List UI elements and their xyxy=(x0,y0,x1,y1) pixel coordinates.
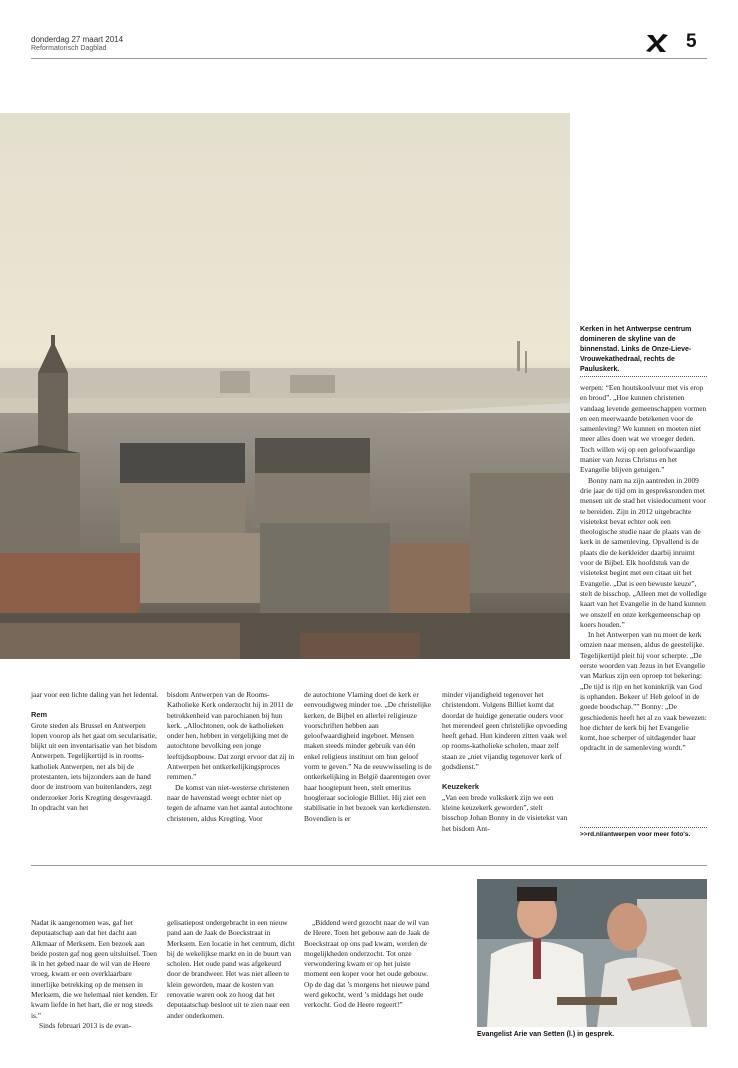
paragraph: Grote steden als Brussel en Antwerpen lopen voorop als het gaat om secularisatie, blijkt uit een inventarisatie van het bisdom Antwerpen. Tegelijkertijd is in rooms-katholiek Antwerpen, net als bij de protestanten, iets bijzonders aan de hand door de instroom van buitenlanders, zegt onderzoeker Joris Kregting desgevraagd. In opdracht van het xyxy=(31,720,158,812)
link-divider xyxy=(580,827,707,828)
paragraph: Nadat ik aangenomen was, gaf het deputaatschap aan dat het dacht aan Alkmaar of Merksem. Een bezoek aan beide posten gaf nog geen uitsluitsel. Toen ik in het gebed naar de wil van de Heere vroeg, kwam er een overklaarbare innerlijke betrekking op de mensen in Merksem, die we helemaal niet kenden. Er kwam liefde in het hart, die er nog steeds is.” xyxy=(31,918,158,1020)
lower-column-1 xyxy=(31,918,159,1031)
paragraph: gelisatiepost ondergebracht in een nieuw pand aan de Jaak de Boeckstraat in Merksem. Een locatie in het centrum, dicht bij de wekelijkse markt en in de buurt van scholen. Het oude pand was afgekeurd door de brandweer. Het was niet alleen te klein geworden, maar de kosten van renovatie waren ook zo hoog dat het deputaatschap besloot uit te zien naar een ander onderkomen. xyxy=(167,918,295,1020)
lower-column-2 xyxy=(167,918,295,1021)
right-col-paragraph: Bonny nam na zijn aantreden in 2009 drie jaar de tijd om in gespreksronden met mensen uit de stad het visiedocument voor te bereiden. Zijn in 2012 uitgebrachte visietekst bevat echter ook een theologische studie naar de plaats van de kerk in de samenleving. Opvallend is de plaats die de kerkleider daarbij inruimt voor de Bijbel. Elk hoofdstuk van de visietekst begint met een citaat uit het Evangelie. „Dat is een bewuste keuze”, stelt de bisschop. „Alleen met de volledige kaart van het Evangelie in de hand kunnen we onszelf en onze kerkgemeenschap op koers houden.” xyxy=(580,475,707,629)
antwerp-skyline-photo xyxy=(0,113,570,659)
paragraph: „Biddend werd gezocht naar de wil van de Heere. Toen het gebouw aan de Jaak de Boeckstraat op ons pad kwam, werden de mogelijkheden onderzocht. Tot onze verwondering kwam er op het juiste moment een koper voor het oude gebouw. Op de dag dat ’s morgens het nieuwe pand werd gekocht, werd ’s middags het oude verkocht. God de Heere regeert!” xyxy=(304,918,430,1010)
subheading-rem: Rem xyxy=(31,710,48,720)
upper-column-4 xyxy=(442,690,570,834)
evangelist-conversation-photo xyxy=(477,879,707,1027)
page-number: 5 xyxy=(686,31,697,52)
right-column xyxy=(580,383,707,754)
paragraph: De komst van niet-westerse christenen naar de havenstad weegt echter niet op tegen de afname van het aantal autochtone christenen, aldus Kregting. Voor xyxy=(167,782,293,823)
paragraph: „Van een brede volkskerk zijn we een kleine keuzekerk geworden”, stelt bisschop Johan Bonny in de visietekst van het bisdom Ant- xyxy=(442,792,568,833)
photo-caption-small: Evangelist Arie van Setten (l.) in gesprek. xyxy=(477,1031,615,1038)
photo-caption: Kerken in het Antwerpse centrum domineren de skyline van de binnenstad. Links de Onze-Lieve-Vrouwekathedraal, rechts de Pauluskerk. xyxy=(580,326,692,373)
right-col-paragraph: In het Antwerpen van nu moet de kerk omzien naar mensen, aldus de geestelijke. Tegelijkertijd pleit hij voor scherpte. „De eerste woorden van Jezus in het Evangelie van Markus zijn een oproep tot bekering: „De tijd is rijp en het koninkrijk van God is ophanden. Bekeer u! Heb geloof in de goede boodschap.”” Bonny: „De geschiedenis heeft het al zo vaak bewezen: hoe dichter de kerk bij het Evangelie komt, hoe scherper of uitdagender haar opdracht in de samenleving wordt.” xyxy=(580,630,707,753)
upper-column-1 xyxy=(31,690,159,813)
paragraph: de autochtone Vlaming doet de kerk er eenvoudigweg minder toe. „De christelijke kerken, de Bijbel en allerlei religieuze voorschriften hebben aan geloofwaardigheid ingeboet. Mensen maken steeds minder gebruik van één enkel religieus instituut om hun geloof vorm te geven.” Na de eeuwwisseling is de ontkerkelijking in België daarentegen over haar hoogtepunt heen, stelt emeritus hoogleraar sociologie Billiet. Hij ziet een stabilisatie in het bezoek van kerkdiensten. Bovendien is er xyxy=(304,690,432,823)
paragraph: minder vijandigheid tegenover het christendom. Volgens Billiet komt dat doordat de huidige generatie ouders voor het merendeel geen christelijke opvoeding heeft gehad. Hun kinderen zitten vaak wel op rooms-katholieke scholen, maar zelf staan ze „niet vijandig tegenover kerk of godsdienst.” xyxy=(442,690,568,772)
issue-date: donderdag 27 maart 2014 xyxy=(31,35,124,44)
paragraph: jaar voor een lichte daling van het ledental. xyxy=(31,690,159,699)
upper-column-3 xyxy=(304,690,432,824)
right-col-paragraph: werpen: “Een houtskoolvuur met vis erop en brood”. „Hoe kunnen christenen vandaag levende gemeenschappen vormen en een meerwaarde betekenen voor de samenleving? We kunnen en moeten niet meer alles doen wat we vroeger deden. Toch willen wij op een geloofwaardige manier van Jezus Christus en het Evangelie blijven getuigen.” xyxy=(580,383,707,475)
subheading-keuzekerk: Keuzekerk xyxy=(442,782,479,792)
caption-divider xyxy=(580,376,707,377)
header-rule xyxy=(31,58,707,59)
upper-column-2 xyxy=(167,690,295,824)
web-link[interactable]: >>rd.nl/antwerpen voor meer foto's. xyxy=(580,831,691,838)
newspaper-name: Reformatorisch Dagblad xyxy=(31,45,107,52)
section-rule xyxy=(31,865,707,866)
paragraph: bisdom Antwerpen van de Rooms-Katholieke Kerk onderzocht hij in 2011 de betrokkenheid van parochianen bij hun kerk. „Allochtonen, ook de katholieken onder hen, hebben in vergelijking met de autochtone bevolking een jonge leeftijdsopbouw. Dat zorgt ervoor dat zij in Antwerpen het ontkerkelijkingsproces remmen.” xyxy=(167,690,295,782)
lower-column-3 xyxy=(304,918,432,1011)
paragraph: Sinds februari 2013 is de evan- xyxy=(39,1020,132,1030)
rd-x-logo-icon xyxy=(645,33,669,53)
